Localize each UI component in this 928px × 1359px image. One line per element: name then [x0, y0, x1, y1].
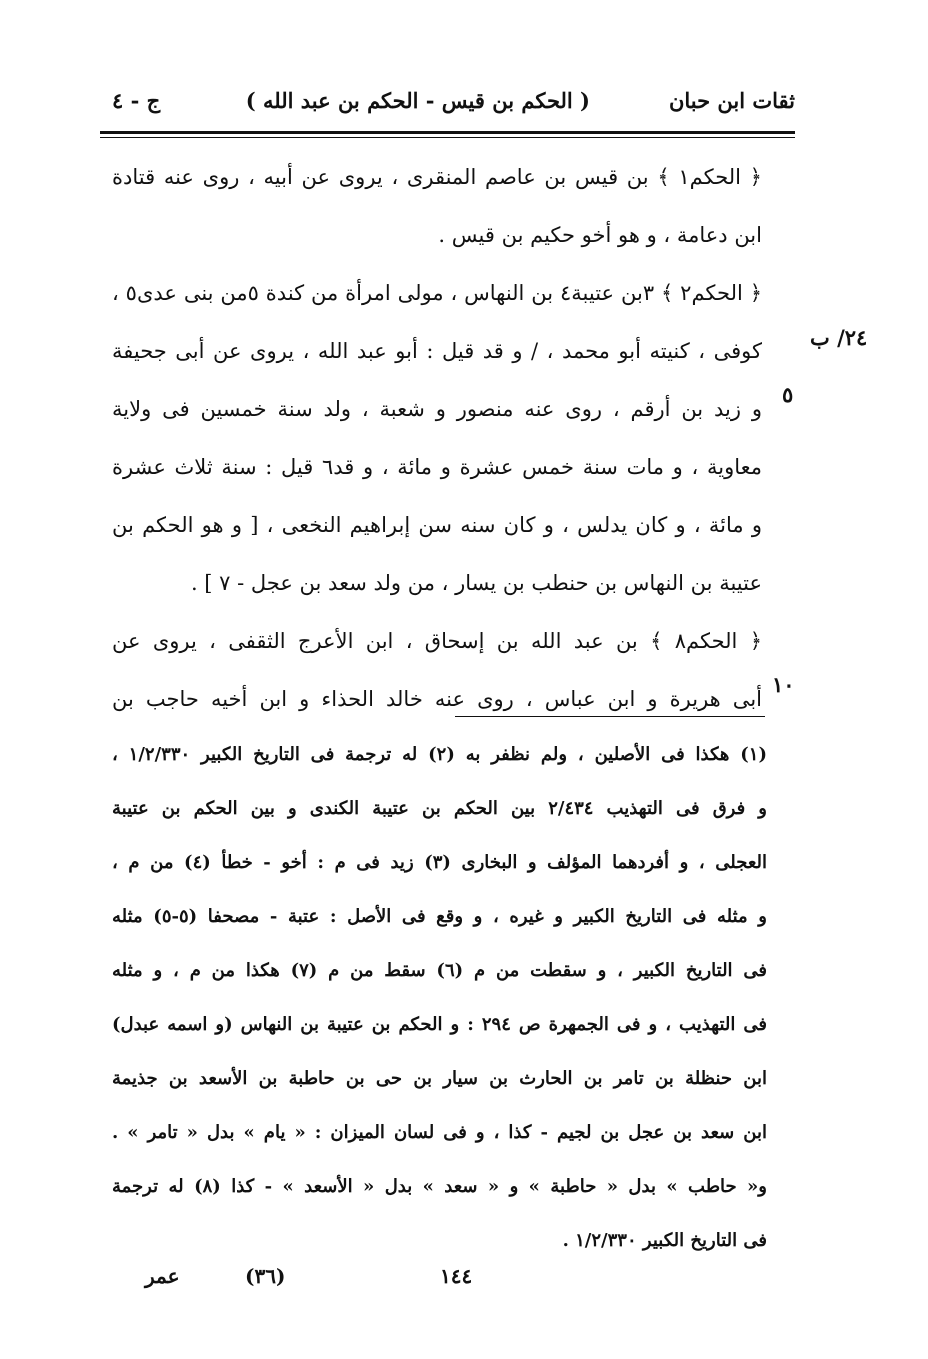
- footnote-line: و« حاطب » بدل « حاطبة » و « سعد » بدل « الأسعد » - كذا (٨) له ترجمة: [112, 1176, 767, 1197]
- main-line: عتيبة بن النهاس بن حنطب بن يسار ، من ولد سعد بن عجل - ٧ ] .: [190, 571, 762, 595]
- footnotes: [112, 728, 767, 1268]
- section-title: ( الحكم بن قيس - الحكم بن عبد الله ): [245, 88, 590, 113]
- line-number-5: ٥: [782, 382, 794, 407]
- footnote-line: و مثله فى التاريخ الكبير و غيره ، و وقع فى الأصل : عتبة - مصحفا (٥-٥) مثله: [112, 906, 767, 927]
- footnote-line: و فرق فى التهذيب ٢/٤٣٤ بين الحكم بن عتيبة الكندى و بين الحكم بن عتيبة: [112, 798, 767, 819]
- page-number: ١٤٤: [440, 1264, 473, 1288]
- running-header: [100, 82, 795, 122]
- main-text: [112, 148, 762, 728]
- gathering-number: (٣٦): [245, 1264, 286, 1288]
- printer-signature: عمر: [145, 1264, 180, 1288]
- footnote-line: فى التاريخ الكبير ١/٢/٣٣٠ .: [562, 1230, 767, 1251]
- main-line: ابن دعامة ، و هو أخو حكيم بن قيس .: [438, 223, 762, 247]
- main-line: و زيد بن أرقم ، روى عنه منصور و شعبة ، ولد سنة خمسين فى ولاية: [112, 397, 762, 421]
- footnote-line: ابن سعد بن عجل بن لجيم - كذا ، و فى لسان الميزان : « يام » بدل « تامر » .: [112, 1122, 767, 1143]
- footnote-line: (١) هكذا فى الأصلين ، ولم نظفر به (٢) له ترجمة فى التاريخ الكبير ١/٢/٣٣٠ ،: [112, 744, 767, 765]
- main-line: ﴿ الحكم٢ ﴾ ٣بن عتيبة٤ بن النهاس ، مولى امرأة من كندة ٥من بنى عدى٥ ،: [112, 281, 763, 305]
- footnote-line: فى التهذيب ، و فى الجمهرة ص ٢٩٤ : و الحكم بن عتيبة بن النهاس (و اسمه عبدل): [112, 1014, 767, 1035]
- footnote-line: فى التاريخ الكبير ، و سقطت من م (٦) سقط من م (٧) هكذا من م ، و مثله: [112, 960, 767, 981]
- header-rule-thin: [100, 137, 795, 138]
- footnote-separator: [455, 716, 765, 717]
- main-line: معاوية ، و مات سنة خمس عشرة و مائة ، و قد٦ قيل : سنة ثلاث عشرة: [112, 455, 762, 479]
- book-title: ثقات ابن حبان: [668, 88, 795, 113]
- footnote-line: العجلى ، و أفردهما المؤلف و البخارى (٣) زيد فى م : أخو - خطأ (٤) من م ،: [112, 852, 767, 873]
- main-line: أبى هريرة و ابن عباس ، روى عنه خالد الحذاء و ابن أخيه حاجب بن: [112, 687, 762, 711]
- main-line: ﴿ الحكم٨ ﴾ بن عبد الله بن إسحاق ، ابن الأعرج الثقفى ، يروى عن: [112, 629, 763, 653]
- manuscript-folio-marker: ٢٤/ ب: [810, 325, 868, 350]
- volume-number: ج - ٤: [112, 88, 161, 113]
- main-line: كوفى ، كنيته أبو محمد ، / و قد قيل : أبو عبد الله ، يروى عن أبى جحيفة: [112, 339, 762, 363]
- page-footer: [100, 1258, 780, 1298]
- main-line: ﴿ الحكم١ ﴾ بن قيس بن عاصم المنقرى ، يروى عن أبيه ، روى عنه قتادة: [112, 165, 762, 189]
- header-rule-thick: [100, 131, 795, 134]
- main-line: و مائة ، و كان يدلس ، و كان سنه سن إبراهيم النخعى ، [ و هو الحكم بن: [112, 513, 762, 537]
- footnote-line: ابن حنظلة بن تامر بن الحارث بن سيار بن حى بن حاطبة بن الأسعد بن جذيمة: [112, 1068, 767, 1089]
- line-number-10: ١٠: [772, 672, 795, 697]
